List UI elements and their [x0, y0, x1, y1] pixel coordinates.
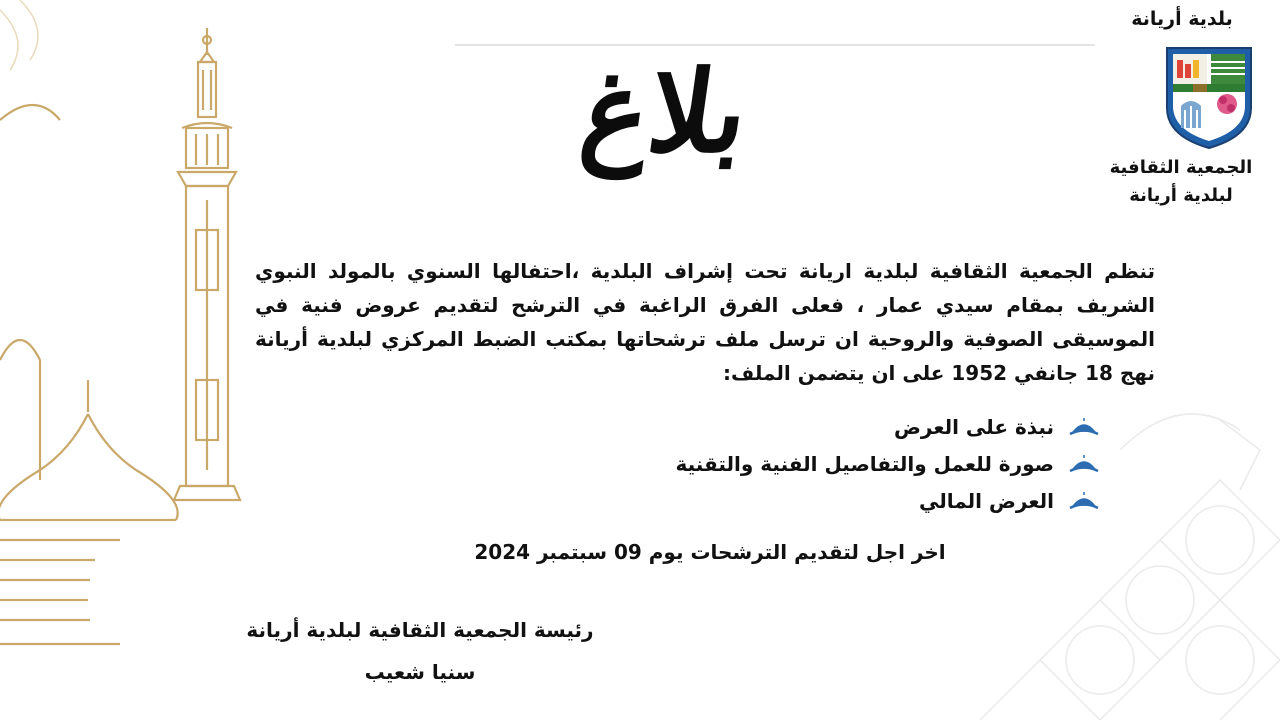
municipality-emblem	[1163, 44, 1255, 150]
signatory-name: سنيا شعيب	[364, 660, 476, 684]
list-item	[560, 482, 1100, 519]
association-name	[1096, 154, 1266, 210]
dome-icon	[1068, 415, 1100, 439]
association-line-2: لبلدية أريانة	[1129, 185, 1233, 206]
announcement-paragraph: تنظم الجمعية الثقافية لبلدية اريانة تحت إشراف البلدية ،احتفالها السنوي بالمولد النبوي الشريف بمقام سيدي عمار ، فعلى الفرق الراغبة في الترشح لتقديم عروض فنية في الموسيقى الصوفية والروحية ان ترسل ملف ترشحاتها بمكتب الضبط المركزي لبلدية أريانة نهج 18 جانفي 1952 على ان يتضمن الملف:	[255, 259, 1155, 385]
signatory-title: رئيسة الجمعية الثقافية لبلدية أريانة	[246, 618, 594, 642]
list-item-label: نبذة على العرض	[893, 414, 1054, 439]
municipality-name: بلدية أريانة	[1131, 8, 1233, 30]
list-item	[560, 408, 1100, 445]
list-item	[560, 445, 1100, 482]
dome-icon	[1068, 489, 1100, 513]
list-item-label: العرض المالي	[919, 488, 1054, 513]
association-line-1: الجمعية الثقافية	[1109, 157, 1253, 178]
page-title: بلاغ	[573, 47, 757, 178]
deadline-text: اخر اجل لتقديم الترشحات يوم 09 سبتمبر 2024	[474, 540, 946, 564]
required-documents-list	[560, 408, 1100, 519]
list-item-label: صورة للعمل والتفاصيل الفنية والتقنية	[675, 451, 1054, 476]
dome-icon	[1068, 452, 1100, 476]
